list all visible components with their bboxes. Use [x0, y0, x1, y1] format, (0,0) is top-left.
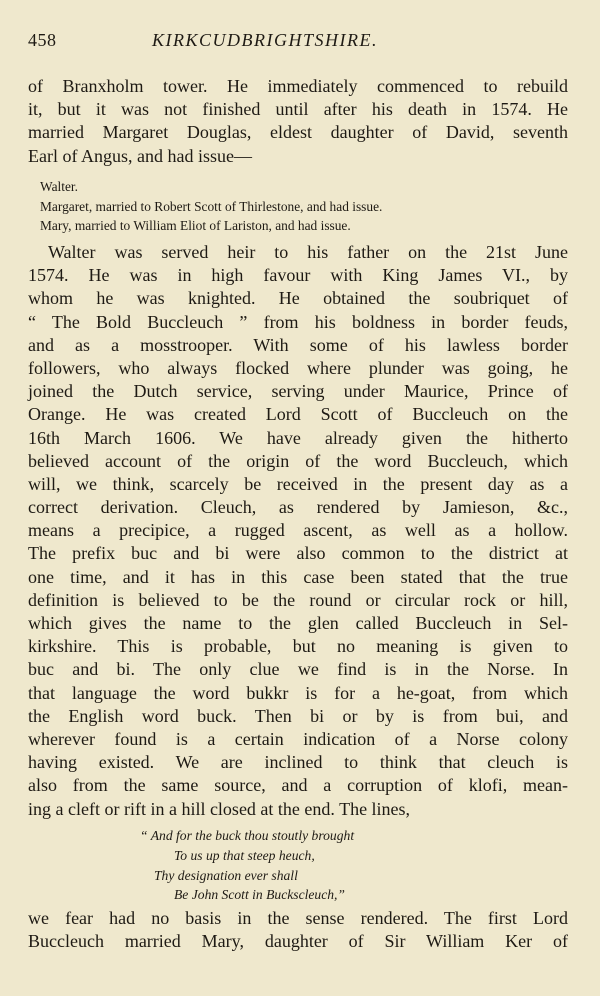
verse-line: Be John Scott in Buckscleuch,”	[174, 887, 345, 903]
text-line: ing a cleft or rift in a hill closed at the end. The lines,	[28, 798, 411, 819]
issue-entry: Walter.	[40, 179, 78, 194]
text-line: kirkshire. This is probable, but no meaning is given to	[28, 636, 568, 657]
text-line: Earl of Angus, and had issue—	[28, 145, 252, 166]
paragraph-first-lord	[28, 907, 568, 953]
verse-line: Thy designation ever shall	[154, 867, 298, 883]
text-line: that language the word bukkr is for a he-goat, from which	[28, 682, 568, 703]
text-line: it, but it was not finished until after his death in 1574. He	[28, 99, 568, 120]
text-line: which gives the name to the glen called Buccleuch in Sel-	[28, 613, 568, 633]
text-line: whom he was knighted. He obtained the soubriquet of	[28, 288, 568, 309]
text-line: of Branxholm tower. He immediately commenced to rebuild	[28, 76, 568, 96]
text-line: wherever found is a certain indication of a Norse colony	[28, 728, 568, 749]
page-number: 458	[28, 30, 57, 50]
paragraph-walter	[28, 241, 568, 821]
issue-entry: Margaret, married to Robert Scott of Thirlestone, and had issue.	[40, 198, 383, 214]
text-line: definition is believed to be the round or circular rock or hill,	[28, 589, 568, 610]
text-line: will, we think, scarcely be received in the present day as a	[28, 473, 568, 494]
text-line: married Margaret Douglas, eldest daughter of David, seventh	[28, 122, 568, 143]
running-head: KIRKCUDBRIGHTSHIRE.	[152, 30, 378, 50]
text-line: Buccleuch married Mary, daughter of Sir William Ker of	[28, 931, 568, 952]
text-line: Orange. He was created Lord Scott of Buccleuch on the	[28, 404, 568, 425]
text-line: one time, and it has in this case been stated that the true	[28, 566, 568, 587]
issue-entry: Mary, married to William Eliot of Lariston, and had issue.	[40, 218, 351, 234]
text-line: correct derivation. Cleuch, as rendered by Jamieson, &c.,	[28, 497, 568, 518]
text-line: buc and bi. The only clue we find is in the Norse. In	[28, 659, 568, 680]
issue-list	[40, 177, 550, 236]
text-line: “ The Bold Buccleuch ” from his boldness in border feuds,	[28, 311, 568, 332]
verse-quotation	[140, 826, 460, 905]
text-line: means a precipice, a rugged ascent, as well as a hollow.	[28, 520, 568, 541]
text-line: we fear had no basis in the sense rendered. The first Lord	[28, 908, 568, 928]
text-line: believed account of the origin of the word Buccleuch, which	[28, 450, 568, 471]
text-line: having existed. We are inclined to think that cleuch is	[28, 752, 568, 773]
text-line: joined the Dutch service, serving under Maurice, Prince of	[28, 381, 568, 402]
text-line: The prefix buc and bi were also common to the district at	[28, 543, 568, 564]
paragraph-branxholm	[28, 75, 568, 168]
text-line: and as a mosstrooper. With some of his lawless border	[28, 334, 568, 355]
text-line: 1574. He was in high favour with King James VI., by	[28, 265, 568, 286]
text-line: Walter was served heir to his father on the 21st June	[48, 242, 568, 262]
verse-line: To us up that steep heuch,	[174, 847, 315, 863]
verse-line: “ And for the buck thou stoutly brought	[140, 828, 355, 843]
text-line: followers, who always flocked where plunder was going, he	[28, 357, 568, 378]
text-line: the English word buck. Then bi or by is from bui, and	[28, 705, 568, 726]
text-line: 16th March 1606. We have already given the hitherto	[28, 427, 568, 448]
page-header	[28, 30, 576, 54]
text-line: also from the same source, and a corruption of klofi, mean-	[28, 775, 568, 796]
